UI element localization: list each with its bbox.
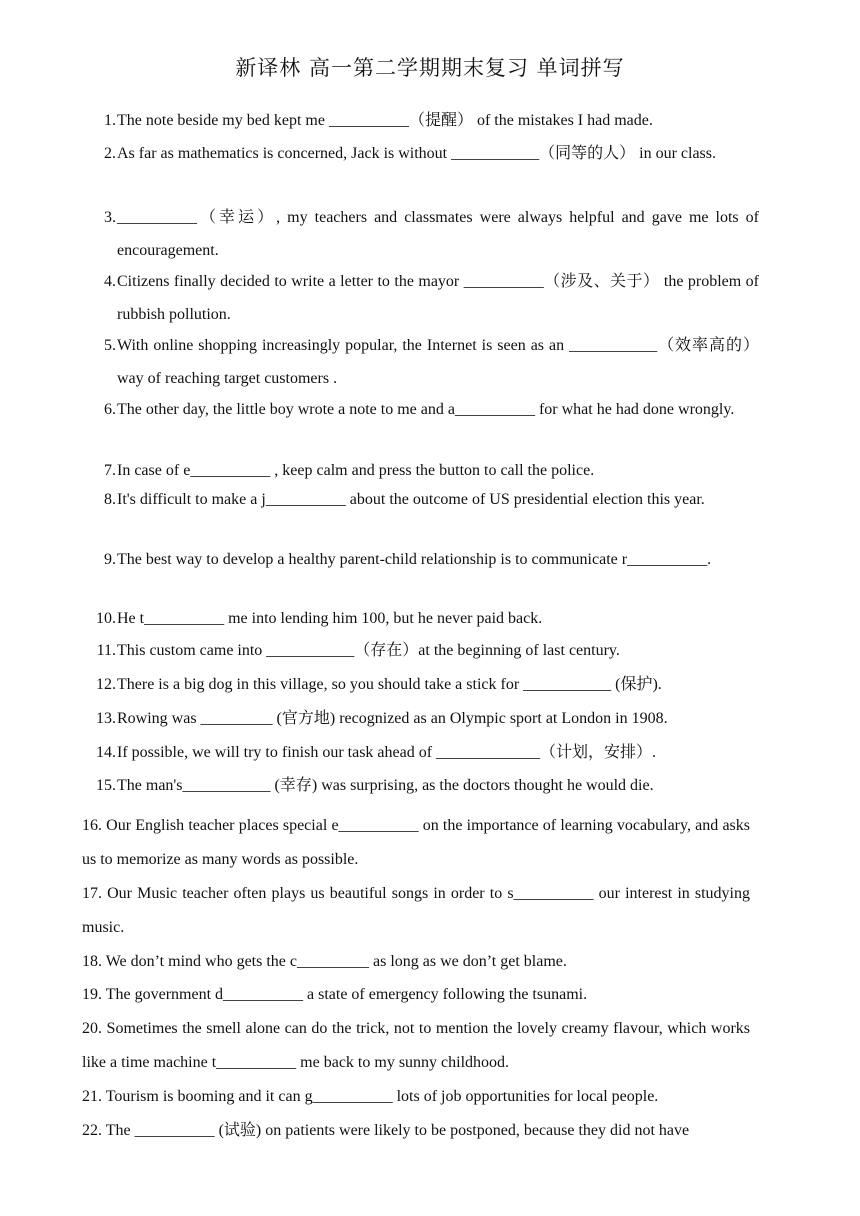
question-item (92, 104, 759, 137)
question-item (92, 635, 759, 667)
question-text: 18. We don’t mind who gets the c_________ as long as we don’t get blame. (82, 953, 567, 970)
question-text: He t__________ me into lending him 100, but he never paid back. (117, 610, 543, 627)
question-number: 4. (104, 273, 116, 290)
question-text: With online shopping increasingly popular, the Internet is seen as an ___________（效率高的） way of reaching target customers . (117, 337, 759, 387)
question-number: 9. (104, 551, 116, 568)
question-item (92, 669, 759, 701)
question-text: 20. Sometimes the smell alone can do the trick, not to mention the lovely creamy flavour, which works like a time machine t__________ me back to my sunny childhood. (82, 1020, 750, 1071)
question-number: 7. (104, 462, 116, 479)
question-item (82, 1114, 750, 1148)
question-text: 17. Our Music teacher often plays us beautiful songs in order to s__________ our interest in studying music. (82, 885, 750, 936)
question-text: If possible, we will try to finish our task ahead of _____________（计划，安排）. (117, 744, 657, 761)
question-item (82, 945, 750, 979)
question-text: As far as mathematics is concerned, Jack is without ___________（同等的人） in our class. (117, 145, 717, 162)
question-number: 6. (104, 401, 116, 418)
question-item (82, 978, 750, 1012)
question-number: 1. (104, 112, 116, 129)
page-title: 新译林 高一第二学期期末复习 单词拼写 (235, 56, 625, 80)
question-number: 10. (96, 610, 116, 627)
question-item (82, 809, 750, 877)
question-item (82, 877, 750, 945)
question-item (92, 485, 759, 515)
question-number: 15. (96, 777, 116, 794)
question-item (92, 545, 759, 575)
question-text: __________（幸运）, my teachers and classmates were always helpful and gave me lots of encouragement. (117, 209, 759, 259)
question-number: 14. (96, 744, 116, 761)
question-text: Citizens finally decided to write a letter to the mayor __________（涉及、关于） the problem of rubbish pollution. (117, 273, 759, 323)
question-number: 12. (96, 676, 116, 693)
question-text: 19. The government d__________ a state of emergency following the tsunami. (82, 986, 588, 1003)
question-item (92, 265, 759, 331)
question-item (92, 137, 759, 170)
question-item (92, 703, 759, 735)
question-item (92, 770, 759, 802)
question-item (92, 201, 759, 267)
question-number: 8. (104, 491, 116, 508)
question-item (92, 737, 759, 769)
question-item (92, 604, 759, 634)
question-text: This custom came into ___________（存在）at the beginning of last century. (117, 642, 620, 659)
question-item (92, 329, 759, 395)
question-number: 2. (104, 145, 116, 162)
question-item (92, 456, 759, 486)
question-text: The best way to develop a healthy parent-child relationship is to communicate r__________. (117, 551, 712, 568)
question-number: 3. (104, 209, 116, 226)
question-text: There is a big dog in this village, so you should take a stick for ___________ (保护). (117, 676, 662, 693)
question-text: In case of e__________ , keep calm and press the button to call the police. (117, 462, 595, 479)
question-number: 13. (96, 710, 116, 727)
question-text: Rowing was _________ (官方地) recognized as an Olympic sport at London in 1908. (117, 710, 668, 727)
question-text: 16. Our English teacher places special e__________ on the importance of learning vocabulary, and asks us to memorize as many words as possible. (82, 817, 750, 868)
question-text: It's difficult to make a j__________ about the outcome of US presidential election this year. (117, 491, 705, 508)
question-text: The note beside my bed kept me __________（提醒） of the mistakes I had made. (117, 112, 653, 129)
question-number: 11. (96, 642, 116, 659)
question-text: The man's___________ (幸存) was surprising, as the doctors thought he would die. (117, 777, 654, 794)
question-text: 21. Tourism is booming and it can g__________ lots of job opportunities for local people. (82, 1088, 659, 1105)
question-text: 22. The __________ (试验) on patients were likely to be postponed, because they did not have (82, 1122, 690, 1139)
question-item (82, 1080, 750, 1114)
question-text: The other day, the little boy wrote a note to me and a__________ for what he had done wrongly. (117, 401, 735, 418)
question-item (92, 395, 759, 425)
question-number: 5. (104, 337, 116, 354)
question-item (82, 1012, 750, 1080)
